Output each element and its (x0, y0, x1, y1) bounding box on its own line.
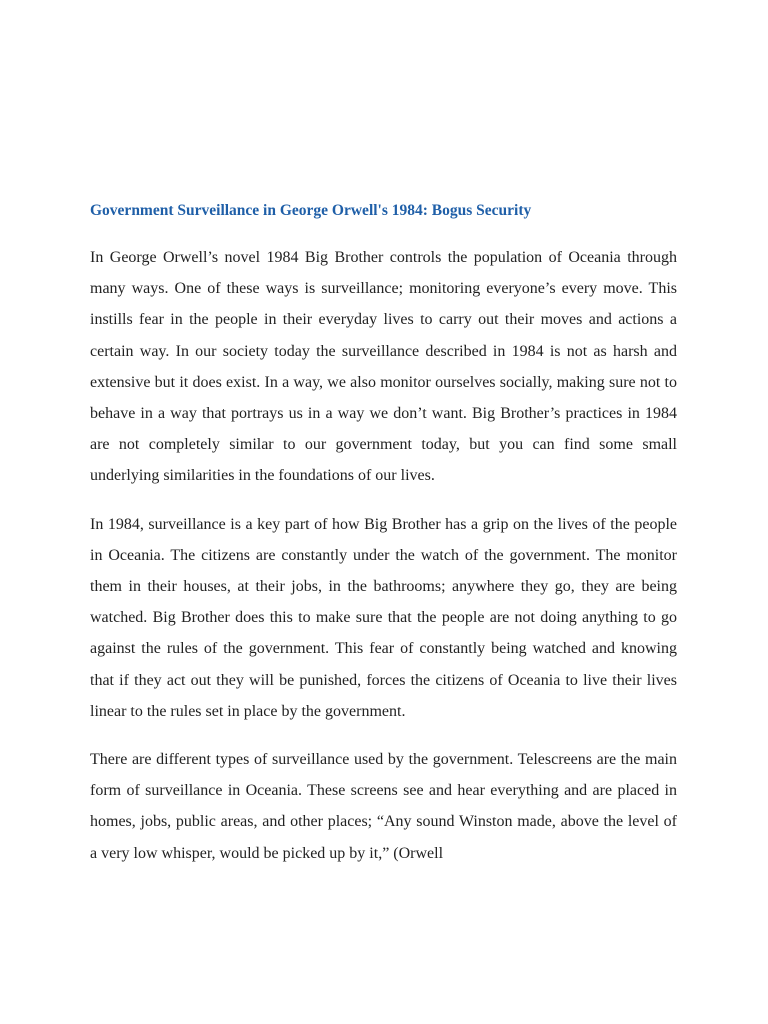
paragraph-1: In George Orwell’s novel 1984 Big Brother controls the population of Oceania through many ways. One of these ways is surveillance; monitoring everyone’s every move. This instills fear in the people in their everyday lives to carry out their moves and actions a certain way. In our society today the surveillance described in 1984 is not as harsh and extensive but it does exist. In a way, we also monitor ourselves socially, making sure not to behave in a way that portrays us in a way we don’t want. Big Brother’s practices in 1984 are not completely similar to our government today, but you can find some small underlying similarities in the foundations of our lives. (90, 249, 677, 485)
document-title: Government Surveillance in George Orwell's 1984: Bogus Security (90, 202, 532, 219)
paragraph-3: There are different types of surveillance used by the government. Telescreens are the main form of surveillance in Oceania. These screens see and hear everything and are placed in homes, jobs, public areas, and other places; “Any sound Winston made, above the level of a very low whisper, would be picked up by it,” (Orwell (90, 751, 677, 862)
document-body (90, 200, 677, 886)
paragraph-2: In 1984, surveillance is a key part of how Big Brother has a grip on the lives of the people in Oceania. The citizens are constantly under the watch of the government. The monitor them in their houses, at their jobs, in the bathrooms; anywhere they go, they are being watched. Big Brother does this to make sure that the people are not doing anything to go against the rules of the government. This fear of constantly being watched and knowing that if they act out they will be punished, forces the citizens of Oceania to live their lives linear to the rules set in place by the government. (90, 515, 677, 720)
